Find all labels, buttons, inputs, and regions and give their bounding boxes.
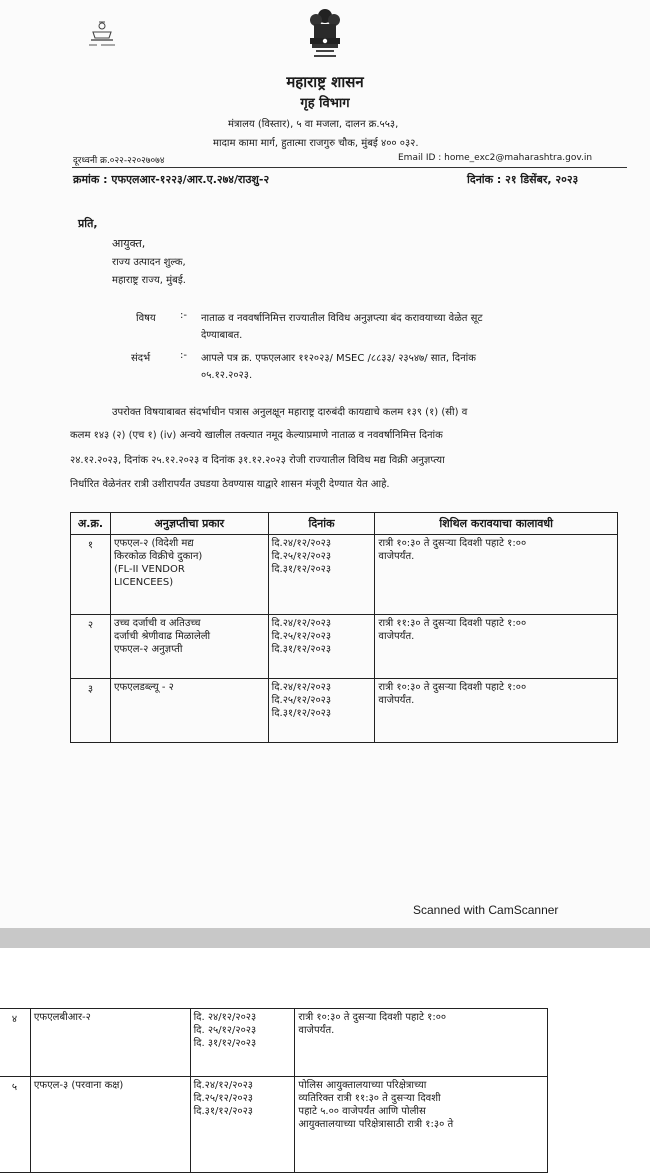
header-licence-type: अनुज्ञप्तीचा प्रकार <box>110 513 268 535</box>
relaxation-table-continued <box>0 1008 548 1173</box>
row-period: रात्री १०:३० ते दुसऱ्या दिवशी पहाटे १:०० वाजेपर्यंत. <box>295 1009 548 1077</box>
recipient-line-2: राज्य उत्पादन शुल्क, <box>112 257 186 268</box>
table-header-row <box>71 513 618 535</box>
row-period: रात्री ११:३० ते दुसऱ्या दिवशी पहाटे १:०० वाजेपर्यंत. <box>375 615 618 679</box>
national-emblem-icon <box>302 6 348 64</box>
reference-line-2: ०५.१२.२०२३. <box>201 370 253 381</box>
reference-label: संदर्भ <box>131 353 151 364</box>
row-dates: दि.२४/१२/२०२३ दि.२५/१२/२०२३ दि.३१/१२/२०२३ <box>268 535 375 615</box>
row-serial: ५ <box>0 1077 30 1173</box>
subject-line-2: देण्याबाबत. <box>201 330 243 341</box>
body-line-3: २४.१२.२०२३, दिनांक २५.१२.२०२३ व दिनांक ३१.१२.२०२३ रोजी राज्यातील विविध मद्य विक्री अनुज्ञप्त्या <box>70 455 445 466</box>
email-address: Email ID : home_exc2@maharashtra.gov.in <box>398 153 593 163</box>
page-divider <box>0 928 650 948</box>
header-period: शिथिल करावयाचा कालावधी <box>375 513 618 535</box>
row-dates: दि.२४/१२/२०२३ दि.२५/१२/२०२३ दि.३१/१२/२०२३ <box>268 679 375 743</box>
row-licence-type: उच्च दर्जाची व अतिउच्च दर्जाची श्रेणीवाढ मिळालेली एफएल-२ अनुज्ञप्ती <box>110 615 268 679</box>
table-row <box>0 1077 548 1173</box>
row-dates: दि.२४/१२/२०२३ दि.२५/१२/२०२३ दि.३१/१२/२०२३ <box>190 1077 295 1173</box>
recipient-line-3: महाराष्ट्र राज्य, मुंबई. <box>112 275 186 286</box>
reference-number: क्रमांक : एफएलआर-१२२३/आर.ए.२७४/राउशु-२ <box>73 173 270 186</box>
department-title: गृह विभाग <box>300 96 350 111</box>
body-line-4: निर्धारित वेळेनंतर रात्री उशीरापर्यंत उघडया ठेवण्यास याद्वारे शासन मंजूरी देण्यात येत आहे. <box>70 479 390 490</box>
row-serial: २ <box>71 615 111 679</box>
reference-separator: :- <box>180 350 187 361</box>
row-serial: ३ <box>71 679 111 743</box>
address-line-1: मंत्रालय (विस्तार), ५ वा मजला, दालन क्र.५५३, <box>228 119 399 130</box>
row-period: रात्री १०:३० ते दुसऱ्या दिवशी पहाटे १:०० वाजेपर्यंत. <box>375 535 618 615</box>
body-line-1: उपरोक्त विषयाबाबत संदर्भाधीन पत्रास अनुलक्षून महाराष्ट्र दारुबंदी कायद्याचे कलम १३९ (१) (सी) व <box>112 407 468 418</box>
subject-separator: :- <box>180 310 187 321</box>
scanner-watermark: Scanned with CamScanner <box>413 903 559 917</box>
address-line-2: मादाम कामा मार्ग, हुतात्मा राजगुरु चौक, मुंबई ४०० ०३२. <box>213 138 419 149</box>
header-serial: अ.क्र. <box>71 513 111 535</box>
row-period: पोलिस आयुक्तालयाच्या परिक्षेत्राच्या व्यतिरिक्त रात्री ११:३० ते दुसऱ्या दिवशी पहाटे ५.०० वाजेपर्यंत आणि पोलीस आयुक्तालयाच्या परिक्षेत्रासाठी रात्री १:३० ते <box>295 1077 548 1173</box>
row-dates: दि.२४/१२/२०२३ दि.२५/१२/२०२३ दि.३१/१२/२०२३ <box>268 615 375 679</box>
phone-number: दूरध्वनी क्र.०२२-२२०२७०७४ <box>73 156 165 166</box>
reference-line-1: आपले पत्र क्र. एफएलआर ११२०२३/ MSEC /८८३३/ २३५४७/ सात, दिनांक <box>201 353 476 364</box>
table-row <box>0 1009 548 1077</box>
row-licence-type: एफएलबीआर-२ <box>30 1009 190 1077</box>
row-licence-type: एफएलडब्ल्यू - २ <box>110 679 268 743</box>
header-rule <box>72 167 627 168</box>
table-row <box>71 679 618 743</box>
row-licence-type: एफएल-२ (विदेशी मद्य किरकोळ विक्रीचे दुकान) (FL-II VENDOR LICENCEES) <box>110 535 268 615</box>
relaxation-table <box>70 512 618 743</box>
government-title: महाराष्ट्र शासन <box>286 73 364 91</box>
recipient-line-1: आयुक्त, <box>112 237 146 250</box>
salutation: प्रति, <box>78 217 98 230</box>
row-serial: ४ <box>0 1009 30 1077</box>
letter-page-2 <box>0 948 650 1172</box>
table-row <box>71 615 618 679</box>
table-row <box>71 535 618 615</box>
subject-line-1: नाताळ व नववर्षानिमित्त राज्यातील विविध अनुज्ञप्त्या बंद करावयाच्या वेळेत सूट <box>201 313 483 324</box>
subject-label: विषय <box>136 313 156 324</box>
row-licence-type: एफएल-३ (परवाना कक्ष) <box>30 1077 190 1173</box>
azadi-logo-icon <box>83 18 123 50</box>
row-serial: १ <box>71 535 111 615</box>
body-line-2: कलम १४३ (२) (एच १) (iv) अन्वये खालील तक्त्यात नमूद केल्याप्रमाणे नाताळ व नववर्षानिमित्त दिनांक <box>70 430 443 441</box>
row-period: रात्री १०:३० ते दुसऱ्या दिवशी पहाटे १:०० वाजेपर्यंत. <box>375 679 618 743</box>
header-date: दिनांक <box>268 513 375 535</box>
row-dates: दि. २४/१२/२०२३ दि. २५/१२/२०२३ दि. ३१/१२/२०२३ <box>190 1009 295 1077</box>
letter-date: दिनांक : २१ डिसेंबर, २०२३ <box>467 173 579 186</box>
